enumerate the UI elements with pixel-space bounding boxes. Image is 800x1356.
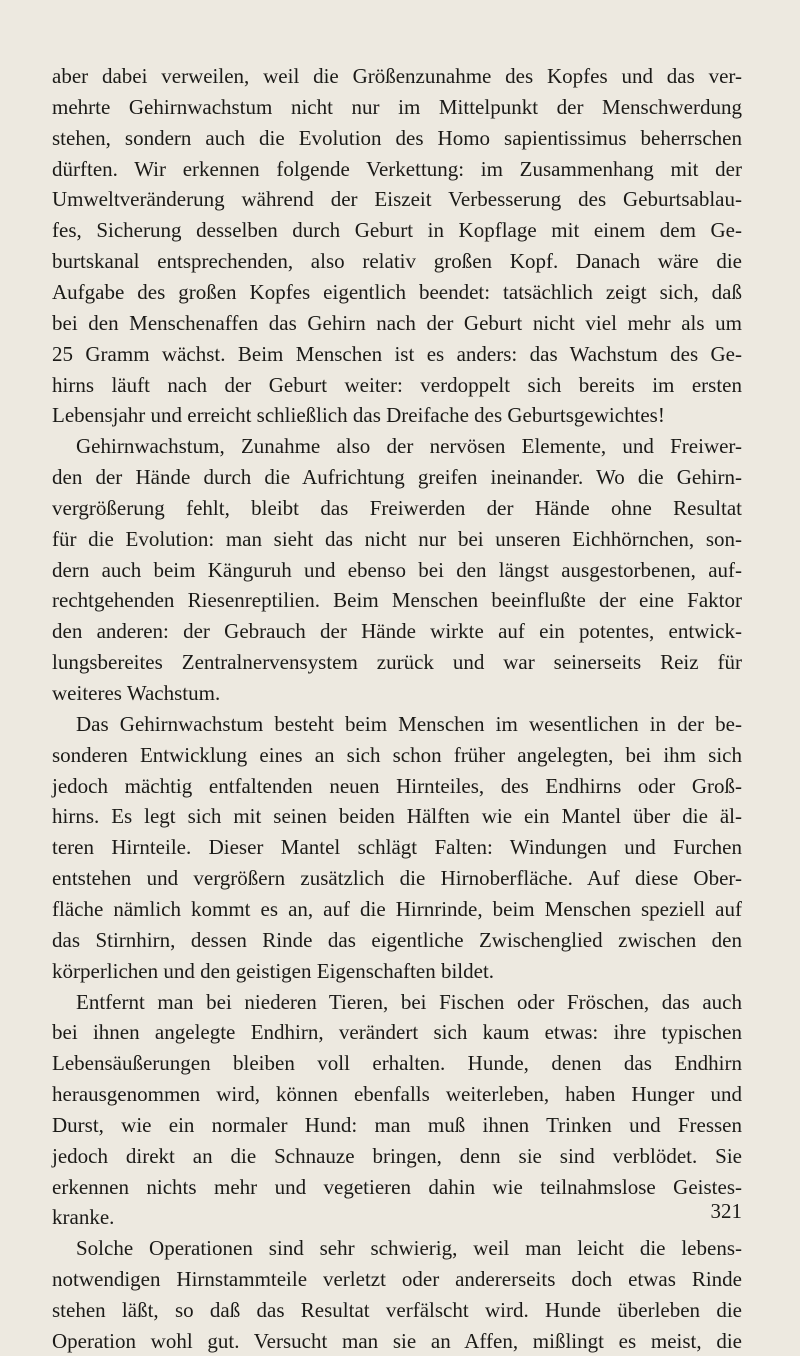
text-line: kranke. <box>52 1205 115 1230</box>
text-line: Aufgabe des großen Kopfes eigentlich beendet: tatsächlich zeigt sich, daß <box>52 279 742 304</box>
text-line: dern auch beim Känguruh und ebenso bei den längst ausgestorbenen, auf- <box>52 557 742 582</box>
text-line: rechtgehenden Riesenreptilien. Beim Menschen beeinflußte der eine Faktor <box>52 588 742 613</box>
text-line: weiteres Wachstum. <box>52 681 221 705</box>
text-line: bei den Menschenaffen das Gehirn nach der Geburt nicht viel mehr als um <box>52 310 742 335</box>
text-line: erkennen nichts mehr und vegetieren dahin wie teilnahmslose Geistes- <box>52 1174 742 1199</box>
text-line: für die Evolution: man sieht das nicht nur bei unseren Eichhörnchen, son- <box>52 526 742 551</box>
page-number: 321 <box>710 1199 742 1223</box>
text-line: dürften. Wir erkennen folgende Verkettung: im Zusammenhang mit der <box>52 156 742 181</box>
text-line: teren Hirnteile. Dieser Mantel schlägt Falten: Windungen und Furchen <box>52 835 742 860</box>
text-line: burtskanal entsprechenden, also relativ großen Kopf. Danach wäre die <box>52 249 742 274</box>
text-line: herausgenommen wird, können ebenfalls weiterleben, haben Hunger und <box>52 1082 742 1107</box>
text-line: den der Hände durch die Aufrichtung greifen ineinander. Wo die Gehirn- <box>52 465 742 490</box>
text-line: Umweltveränderung während der Eiszeit Verbesserung des Geburtsablau- <box>52 187 742 212</box>
text-line: Operation wohl gut. Versucht man sie an Affen, mißlingt es meist, die <box>52 1328 742 1353</box>
text-line: den anderen: der Gebrauch der Hände wirkte auf ein potentes, entwick- <box>52 619 742 644</box>
text-line: körperlichen und den geistigen Eigenschaften bildet. <box>52 958 495 983</box>
text-line: mehrte Gehirnwachstum nicht nur im Mittelpunkt der Menschwerdung <box>52 94 742 119</box>
text-line: notwendigen Hirnstammteile verletzt oder andererseits doch etwas Rinde <box>52 1267 742 1292</box>
text-line: hirns. Es legt sich mit seinen beiden Hälften wie ein Mantel über die äl- <box>52 804 742 829</box>
text-line: entstehen und vergrößern zusätzlich die Hirnoberfläche. Auf diese Ober- <box>52 866 742 891</box>
text-line: jedoch direkt an die Schnauze bringen, denn sie sind verblödet. Sie <box>52 1143 742 1168</box>
text-line: sonderen Entwicklung eines an sich schon früher angelegten, bei ihm sich <box>52 742 742 767</box>
text-line: fläche nämlich kommt es an, auf die Hirnrinde, beim Menschen speziell auf <box>52 896 742 921</box>
text-line: lungsbereites Zentralnervensystem zurück und war seinerseits Reiz für <box>52 650 742 675</box>
text-line: Solche Operationen sind sehr schwierig, weil man leicht die lebens- <box>76 1236 742 1261</box>
text-line: Lebensjahr und erreicht schließlich das Dreifache des Geburtsgewichtes! <box>52 403 665 428</box>
text-line: stehen, sondern auch die Evolution des Homo sapientissimus beherrschen <box>52 125 742 150</box>
text-line: bei ihnen angelegte Endhirn, verändert sich kaum etwas: ihre typischen <box>52 1020 742 1045</box>
text-line: Lebensäußerungen bleiben voll erhalten. Hunde, denen das Endhirn <box>52 1051 742 1076</box>
text-line: hirns läuft nach der Geburt weiter: verdoppelt sich bereits im ersten <box>52 372 742 397</box>
text-line: Gehirnwachstum, Zunahme also der nervösen Elemente, und Freiwer- <box>76 434 742 459</box>
text-line: stehen läßt, so daß das Resultat verfälscht wird. Hunde überleben die <box>52 1298 742 1322</box>
text-line: Entfernt man bei niederen Tieren, bei Fischen oder Fröschen, das auch <box>76 989 742 1014</box>
text-line: 25 Gramm wächst. Beim Menschen ist es anders: das Wachstum des Ge- <box>52 341 742 366</box>
text-line: Durst, wie ein normaler Hund: man muß ihnen Trinken und Fressen <box>52 1112 742 1137</box>
text-line: jedoch mächtig entfaltenden neuen Hirnteiles, des Endhirns oder Groß- <box>52 773 742 798</box>
text-line: fes, Sicherung desselben durch Geburt in Kopflage mit einem dem Ge- <box>52 218 742 243</box>
text-line: aber dabei verweilen, weil die Größenzunahme des Kopfes und das ver- <box>52 64 742 88</box>
text-line: das Stirnhirn, dessen Rinde das eigentliche Zwischenglied zwischen den <box>52 927 742 952</box>
text-line: Das Gehirnwachstum besteht beim Menschen im wesentlichen in der be- <box>76 711 742 736</box>
text-line: vergrößerung fehlt, bleibt das Freiwerden der Hände ohne Resultat <box>52 495 742 520</box>
